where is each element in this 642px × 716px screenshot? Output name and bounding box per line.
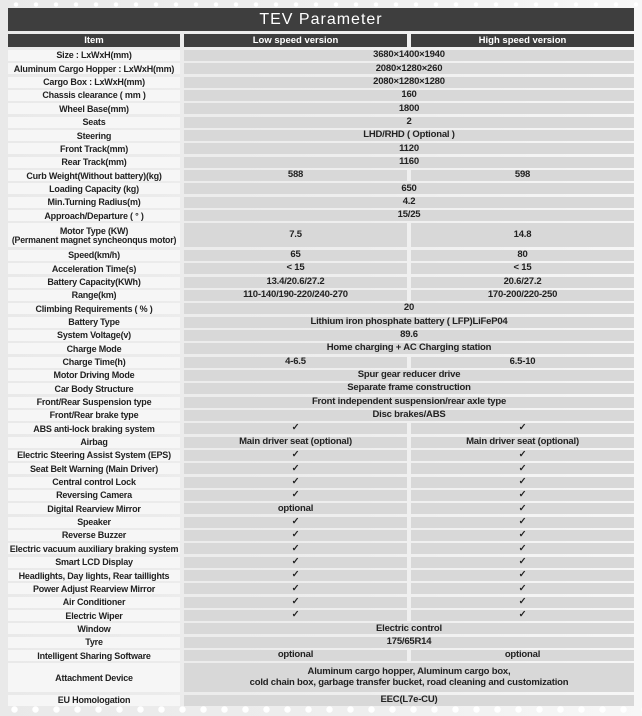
row-label: Approach/Departure ( ° ): [8, 210, 180, 221]
row-label: Smart LCD Display: [8, 557, 180, 568]
row-value-high-speed: ✓: [411, 503, 634, 514]
row-value-high-speed: ✓: [411, 423, 634, 434]
row-value-low-speed: ✓: [184, 543, 407, 554]
row-value-high-speed: ✓: [411, 583, 634, 594]
row-value-low-speed: 7.5: [184, 223, 407, 247]
table-row: [8, 610, 634, 621]
row-label: Seat Belt Warning (Main Driver): [8, 463, 180, 474]
row-label: Size : LxWxH(mm): [8, 50, 180, 61]
row-value: 2080×1280×260: [184, 63, 634, 74]
table-row: [8, 663, 634, 692]
row-value: Spur gear reducer drive: [184, 370, 634, 381]
table-row: [8, 197, 634, 208]
row-value-high-speed: 80: [411, 250, 634, 261]
row-label: Window: [8, 623, 180, 634]
table-row: [8, 477, 634, 488]
row-value: Aluminum cargo hopper, Aluminum cargo box, cold chain box, garbage transfer bucket, road cleaning and customization: [184, 663, 634, 692]
row-value: 2: [184, 117, 634, 128]
row-label: Acceleration Time(s): [8, 263, 180, 274]
table-row: [8, 343, 634, 354]
table-row: [8, 557, 634, 568]
row-value: 15/25: [184, 210, 634, 221]
row-value-low-speed: ✓: [184, 597, 407, 608]
table-row: [8, 90, 634, 101]
row-label: Climbing Requirements ( % ): [8, 303, 180, 314]
table-row: [8, 383, 634, 394]
row-value-high-speed: ✓: [411, 570, 634, 581]
row-value-low-speed: ✓: [184, 450, 407, 461]
table-row: [8, 650, 634, 661]
row-label: Range(km): [8, 290, 180, 301]
row-value-high-speed: < 15: [411, 263, 634, 274]
row-label: Rear Track(mm): [8, 157, 180, 168]
row-label: Loading Capacity (kg): [8, 183, 180, 194]
row-value: Separate frame construction: [184, 383, 634, 394]
row-label: Intelligent Sharing Software: [8, 650, 180, 661]
row-label: Tyre: [8, 637, 180, 648]
row-value-high-speed: ✓: [411, 610, 634, 621]
table-row: [8, 490, 634, 501]
table-row: [8, 103, 634, 114]
table-row: [8, 170, 634, 181]
table-row: [8, 583, 634, 594]
table-row: [8, 50, 634, 61]
row-value-low-speed: ✓: [184, 570, 407, 581]
row-value-high-speed: 6.5-10: [411, 357, 634, 368]
table-row: [8, 437, 634, 448]
row-value-high-speed: 20.6/27.2: [411, 277, 634, 288]
table-row: [8, 263, 634, 274]
row-label: Battery Type: [8, 317, 180, 328]
table-row: [8, 410, 634, 421]
parameter-table: [8, 8, 634, 708]
row-value-low-speed: ✓: [184, 557, 407, 568]
row-value: EEC(L7e-CU): [184, 695, 634, 706]
row-label: Speaker: [8, 517, 180, 528]
row-value: 1800: [184, 103, 634, 114]
row-value-low-speed: 588: [184, 170, 407, 181]
row-label: Motor Driving Mode: [8, 370, 180, 381]
row-label: ABS anti-lock braking system: [8, 423, 180, 434]
row-value: Home charging + AC Charging station: [184, 343, 634, 354]
row-label: Wheel Base(mm): [8, 103, 180, 114]
row-value-low-speed: ✓: [184, 530, 407, 541]
page-title: TEV Parameter: [8, 8, 634, 31]
row-label: Attachment Device: [8, 663, 180, 692]
row-value-high-speed: ✓: [411, 490, 634, 501]
row-label: Motor Type (KW) (Permanent magnet syncheonqus motor): [8, 223, 180, 247]
row-value: 4.2: [184, 197, 634, 208]
row-value: 3680×1400×1940: [184, 50, 634, 61]
row-label: Charge Time(h): [8, 357, 180, 368]
row-value: 650: [184, 183, 634, 194]
row-value-low-speed: optional: [184, 503, 407, 514]
table-row: [8, 397, 634, 408]
row-label: Electric Steering Assist System (EPS): [8, 450, 180, 461]
row-value: Front independent suspension/rear axle type: [184, 397, 634, 408]
row-value-low-speed: < 15: [184, 263, 407, 274]
row-label: Speed(km/h): [8, 250, 180, 261]
row-label: Front/Rear brake type: [8, 410, 180, 421]
table-row: [8, 317, 634, 328]
row-value-high-speed: ✓: [411, 477, 634, 488]
table-row: [8, 570, 634, 581]
row-label: Air Conditioner: [8, 597, 180, 608]
row-value-high-speed: ✓: [411, 530, 634, 541]
table-row: [8, 210, 634, 221]
table-row: [8, 250, 634, 261]
row-value: 89.6: [184, 330, 634, 341]
table-row: [8, 530, 634, 541]
row-value: Lithium iron phosphate battery ( LFP)LiFeP04: [184, 317, 634, 328]
table-row: [8, 623, 634, 634]
header-high-speed: High speed version: [411, 34, 634, 47]
row-label: Steering: [8, 130, 180, 141]
row-label: Chassis clearance ( mm ): [8, 90, 180, 101]
row-value: Disc brakes/ABS: [184, 410, 634, 421]
row-value-low-speed: 110-140/190-220/240-270: [184, 290, 407, 301]
row-value-high-speed: 170-200/220-250: [411, 290, 634, 301]
table-row: [8, 143, 634, 154]
table-row: [8, 77, 634, 88]
row-label: Aluminum Cargo Hopper : LxWxH(mm): [8, 63, 180, 74]
row-label: EU Homologation: [8, 695, 180, 706]
row-label: Electric vacuum auxiliary braking system: [9, 543, 179, 554]
row-label: System Voltage(v): [8, 330, 180, 341]
row-label: Reverse Buzzer: [8, 530, 180, 541]
row-value: LHD/RHD ( Optional ): [184, 130, 634, 141]
row-label: Battery Capacity(KWh): [8, 277, 180, 288]
row-label: Headlights, Day lights, Rear taillights: [8, 570, 180, 581]
row-value-low-speed: 13.4/20.6/27.2: [184, 277, 407, 288]
row-value-low-speed: ✓: [184, 610, 407, 621]
table-row: [8, 330, 634, 341]
row-value: 160: [184, 90, 634, 101]
row-value-low-speed: ✓: [184, 583, 407, 594]
table-row: [8, 183, 634, 194]
table-row: [8, 517, 634, 528]
row-value-low-speed: ✓: [184, 463, 407, 474]
table-header: [8, 34, 634, 47]
row-value-low-speed: ✓: [184, 477, 407, 488]
row-label: Electric Wiper: [8, 610, 180, 621]
decorative-dots-top: [0, 1, 642, 8]
row-value: 175/65R14: [184, 637, 634, 648]
row-label: Front Track(mm): [8, 143, 180, 154]
table-row: [8, 695, 634, 706]
row-value-high-speed: ✓: [411, 463, 634, 474]
row-label: Curb Weight(Without battery)(kg): [8, 170, 180, 181]
row-value-low-speed: ✓: [184, 423, 407, 434]
table-row: [8, 303, 634, 314]
row-value: 1120: [184, 143, 634, 154]
row-value-low-speed: 65: [184, 250, 407, 261]
row-value-high-speed: ✓: [411, 450, 634, 461]
table-row: [8, 277, 634, 288]
table-row: [8, 290, 634, 301]
table-row: [8, 423, 634, 434]
row-label: Seats: [8, 117, 180, 128]
table-row: [8, 597, 634, 608]
row-value-low-speed: ✓: [184, 517, 407, 528]
row-label: Charge Mode: [8, 343, 180, 354]
table-row: [8, 117, 634, 128]
row-label: Central control Lock: [8, 477, 180, 488]
row-value-high-speed: ✓: [411, 597, 634, 608]
table-row: [8, 157, 634, 168]
header-item: Item: [8, 34, 180, 47]
row-value-high-speed: Main driver seat (optional): [411, 437, 634, 448]
row-label: Min.Turning Radius(m): [8, 197, 180, 208]
row-value-low-speed: Main driver seat (optional): [184, 437, 407, 448]
row-value-high-speed: optional: [411, 650, 634, 661]
table-row: [8, 637, 634, 648]
row-label: Power Adjust Rearview Mirror: [8, 583, 180, 594]
header-low-speed: Low speed version: [184, 34, 407, 47]
row-value-low-speed: optional: [184, 650, 407, 661]
table-row: [8, 63, 634, 74]
row-label: Airbag: [8, 437, 180, 448]
table-row: [8, 463, 634, 474]
row-label: Front/Rear Suspension type: [8, 397, 180, 408]
table-row: [8, 543, 634, 554]
row-label: Digital Rearview Mirror: [8, 503, 180, 514]
table-row: [8, 450, 634, 461]
row-value-low-speed: 4-6.5: [184, 357, 407, 368]
row-value: Electric control: [184, 623, 634, 634]
row-value-high-speed: ✓: [411, 557, 634, 568]
row-label: Cargo Box : LxWxH(mm): [8, 77, 180, 88]
row-value-high-speed: ✓: [411, 517, 634, 528]
row-value-high-speed: ✓: [411, 543, 634, 554]
table-row: [8, 130, 634, 141]
table-row: [8, 370, 634, 381]
row-value: 1160: [184, 157, 634, 168]
table-rows: [8, 50, 634, 706]
row-value-high-speed: 598: [411, 170, 634, 181]
row-label: Reversing Camera: [8, 490, 180, 501]
row-value: 2080×1280×1280: [184, 77, 634, 88]
table-row: [8, 357, 634, 368]
table-row: [8, 223, 634, 247]
table-row: [8, 503, 634, 514]
row-value: 20: [184, 303, 634, 314]
row-label: Car Body Structure: [8, 383, 180, 394]
row-value-low-speed: ✓: [184, 490, 407, 501]
row-value-high-speed: 14.8: [411, 223, 634, 247]
